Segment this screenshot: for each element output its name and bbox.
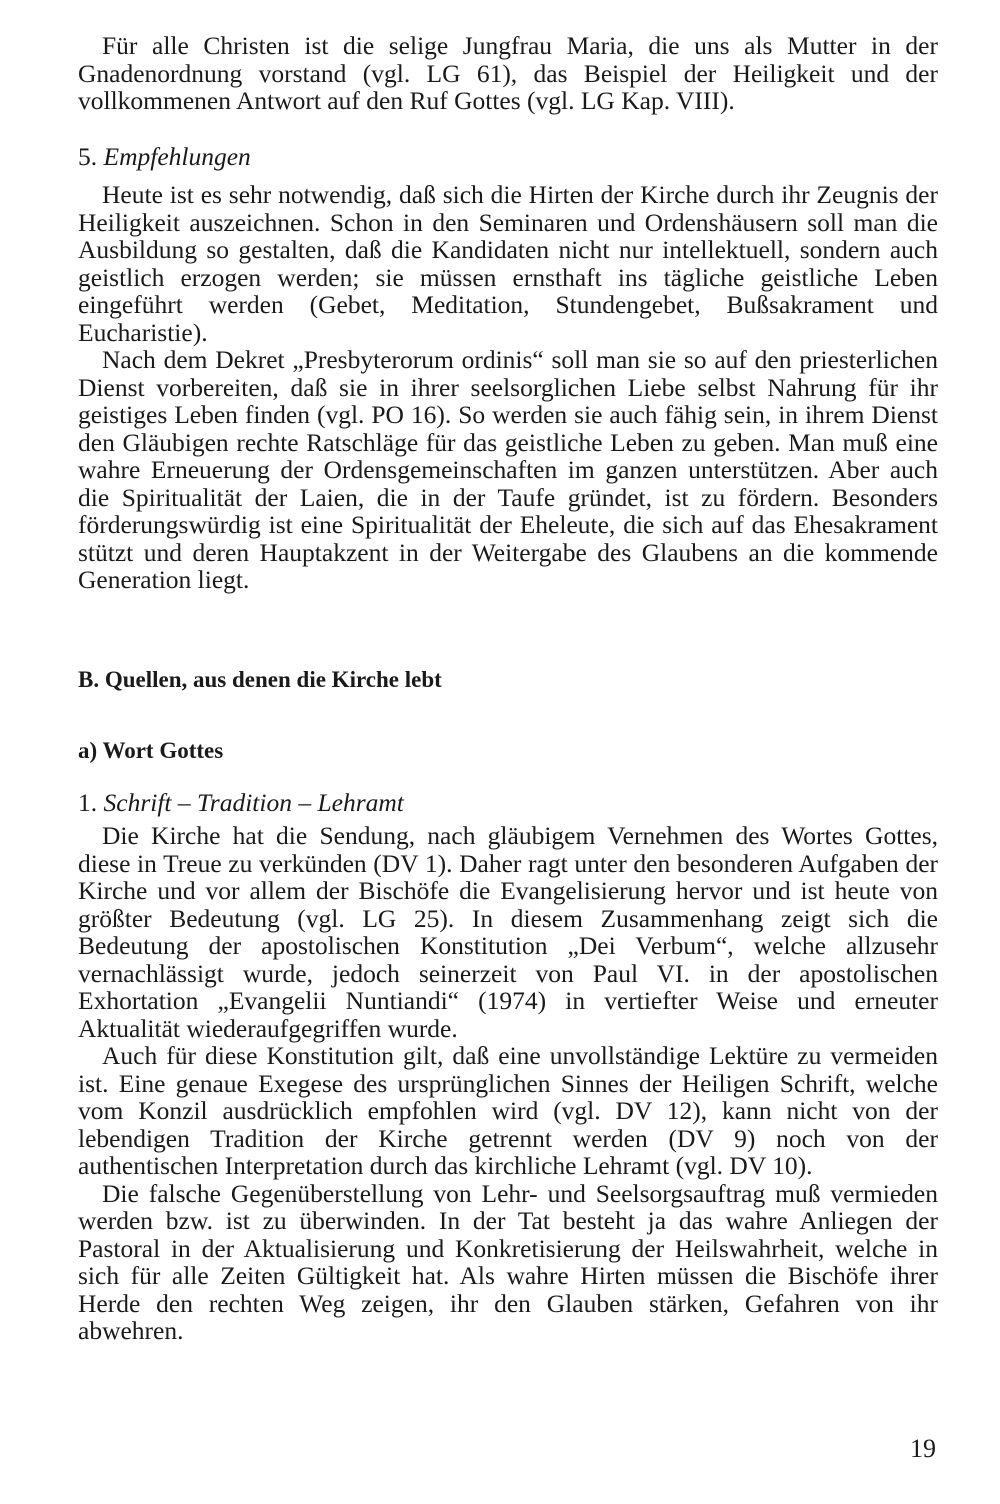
section-5-title: Empfehlungen xyxy=(103,141,251,171)
section-5-paragraph: Heute ist es sehr notwendig, daß sich die Hirten der Kirche durch ihr Zeugnis der Heiligkeit auszeichnen. Schon in den Seminaren und Ordenshäusern soll man die Ausbildung so gestalten, daß die Kandidaten nicht nur intellektuell, sondern auch geistlich erzogen werden; sie müssen ernsthaft ins tägliche geistliche Leben eingeführt werden (Gebet, Meditation, Stundengebet, Bußsakrament und Eucharistie). xyxy=(78,180,938,347)
heading-a: a) Wort Gottes xyxy=(78,738,224,763)
section-5-heading xyxy=(78,143,938,171)
heading-b: B. Quellen, aus denen die Kirche lebt xyxy=(78,666,442,692)
section-1-heading xyxy=(78,789,938,817)
section-1-number: 1. xyxy=(78,787,98,817)
section-5-number: 5. xyxy=(78,141,98,171)
page-number: 19 xyxy=(910,1434,936,1463)
section-5-paragraph: Nach dem Dekret „Presbyterorum ordinis“ soll man sie so auf den priesterlichen Dienst vorbereiten, daß sie in ihrer seelsorglichen Liebe selbst Nahrung für ihr geistiges Leben finden (vgl. PO 16). So werden sie auch fähig sein, in ihrem Dienst den Gläubigen rechte Ratschläge für das geistliche Leben zu geben. Man muß eine wahre Erneuerung der Ordensgemeinschaften im ganzen unterstützen. Aber auch die Spiritualität der Laien, die in der Taufe gründet, ist zu fördern. Besonders förderungswürdig ist eine Spiritualität der Eheleute, die sich auf das Ehesakrament stützt und deren Hauptakzent in der Weitergabe des Glaubens an die kommende Generation liegt. xyxy=(78,345,938,594)
section-1-paragraph: Die Kirche hat die Sendung, nach gläubigem Vernehmen des Wortes Gottes, diese in Treue zu verkünden (DV 1). Daher ragt unter den besonderen Aufgaben der Kirche und vor allem der Bischöfe die Evangelisierung hervor und ist heute von größter Bedeutung (vgl. LG 25). In diesem Zusammenhang zeigt sich die Bedeutung der apostolischen Konstitution „Dei Verbum“, welche allzusehr vernachlässigt wurde, jedoch seinerzeit von Paul VI. in der apostolischen Exhortation „Evangelii Nuntiandi“ (1974) in vertiefter Weise und erneuter Aktualität wiederaufgegriffen wurde. xyxy=(78,821,938,1043)
section-1-title: Schrift – Tradition – Lehramt xyxy=(103,787,404,817)
page-body xyxy=(78,32,938,1345)
intro-paragraph: Für alle Christen ist die selige Jungfrau Maria, die uns als Mutter in der Gnadenordnung vorstand (vgl. LG 61), das Beispiel der Heiligkeit und der vollkommenen Antwort auf den Ruf Gottes (vgl. LG Kap. VIII). xyxy=(78,31,938,115)
section-1-paragraph: Die falsche Gegenüberstellung von Lehr- und Seelsorgsauftrag muß vermieden werden bzw. ist zu überwinden. In der Tat besteht ja das wahre Anliegen der Pastoral in der Aktualisierung und Konkretisierung der Heilswahrheit, welche in sich für alle Zeiten Gültigkeit hat. Als wahre Hirten müssen die Bischöfe ihrer Herde den rechten Weg zeigen, ihr den Glauben stärken, Gefahren von ihr abwehren. xyxy=(78,1178,938,1345)
section-1-paragraph: Auch für diese Konstitution gilt, daß eine unvollständige Lektüre zu vermeiden ist. Eine genaue Exegese des ursprünglichen Sinnes der Heiligen Schrift, welche vom Konzil ausdrücklich empfohlen wird (vgl. DV 12), kann nicht von der lebendigen Tradition der Kirche getrennt werden (DV 9) noch von der authentischen Interpretation durch das kirchliche Lehramt (vgl. DV 10). xyxy=(78,1041,938,1180)
